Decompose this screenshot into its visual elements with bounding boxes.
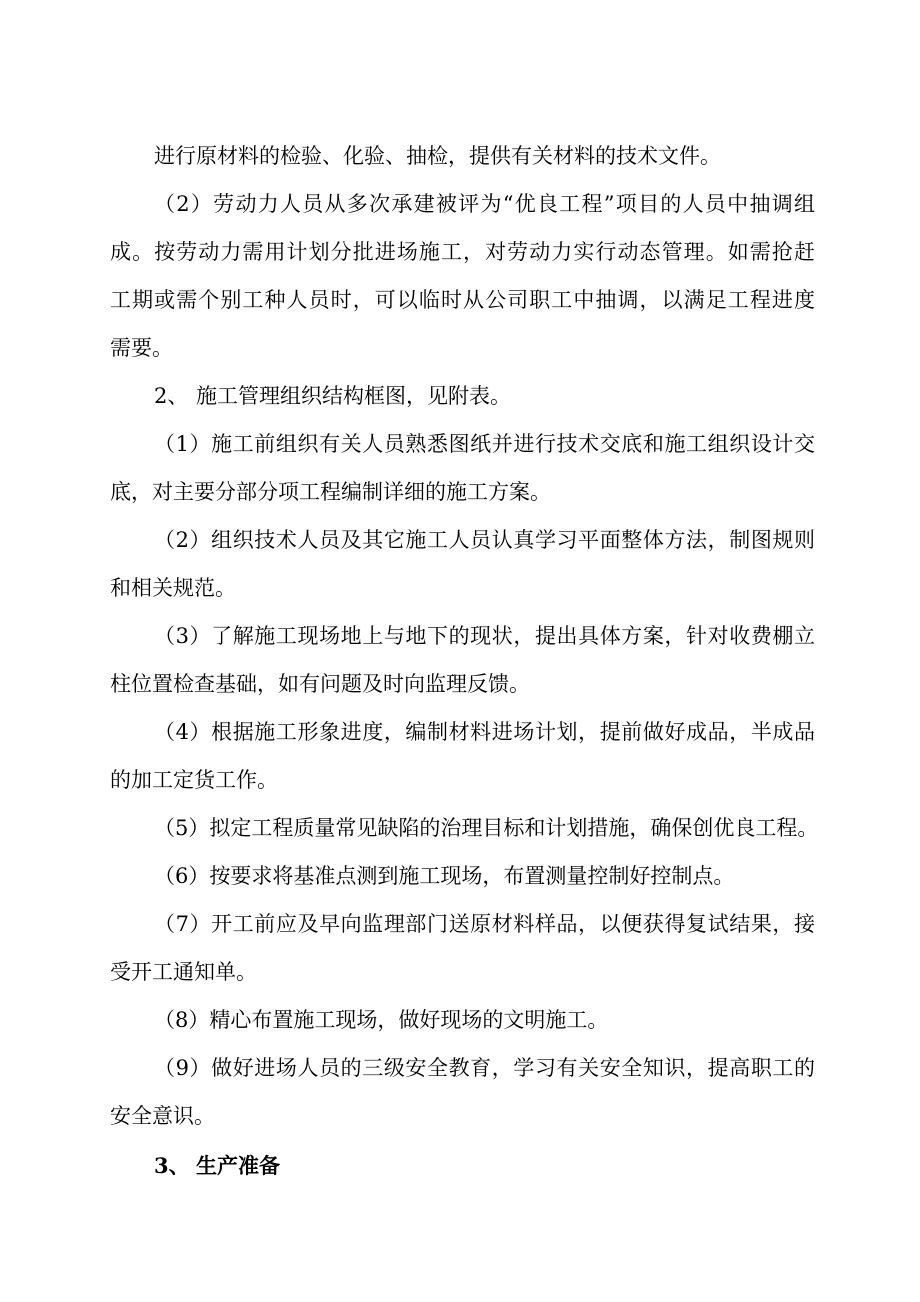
paragraph-line: 进行原材料的检验、化验、抽检，提供有关材料的技术文件。 bbox=[154, 144, 721, 168]
paragraph-line: （6）按要求将基准点测到施工现场，布置测量控制好控制点。 bbox=[154, 864, 735, 888]
paragraph-line: （4）根据施工形象进度，编制材料进场计划，提前做好成品，半成品 bbox=[154, 720, 815, 744]
section-title: 施工管理组织结构框图，见附表。 bbox=[196, 384, 511, 408]
paragraph-line: （7）开工前应及早向监理部门送原材料样品，以便获得复试结果，接 bbox=[154, 912, 815, 936]
section-heading-2 bbox=[154, 376, 859, 416]
paragraph-line: 需要。 bbox=[110, 336, 173, 360]
paragraph-line: （5）拟定工程质量常见缺陷的治理目标和计划措施，确保创优良工程。 bbox=[154, 816, 819, 840]
paragraph-line: （9）做好进场人员的三级安全教育，学习有关安全知识，提高职工的 bbox=[154, 1056, 815, 1080]
paragraph-line: （3）了解施工现场地上与地下的现状，提出具体方案，针对收费棚立 bbox=[154, 624, 815, 648]
paragraph-line: 底，对主要分部分项工程编制详细的施工方案。 bbox=[110, 480, 551, 504]
paragraph-line: 工期或需个别工种人员时，可以临时从公司职工中抽调，以满足工程进度 bbox=[110, 288, 815, 312]
paragraph-line: 安全意识。 bbox=[110, 1104, 215, 1128]
paragraph-line: （2）劳动力人员从多次承建被评为“优良工程”项目的人员中抽调组 bbox=[154, 192, 815, 216]
paragraph-line: 柱位置检查基础，如有问题及时向监理反馈。 bbox=[110, 672, 530, 696]
section-number: 3、 bbox=[154, 1153, 190, 1178]
paragraph-line: （8）精心布置施工现场，做好现场的文明施工。 bbox=[154, 1008, 609, 1032]
section-number: 2、 bbox=[154, 384, 189, 408]
paragraph-line: 成。按劳动力需用计划分批进场施工，对劳动力实行动态管理。如需抢赶 bbox=[110, 240, 815, 264]
paragraph-line: （2）组织技术人员及其它施工人员认真学习平面整体方法，制图规则 bbox=[154, 528, 815, 552]
paragraph-line: 和相关规范。 bbox=[110, 576, 236, 600]
paragraph-line: 受开工通知单。 bbox=[110, 960, 257, 984]
paragraph-line: 的加工定货工作。 bbox=[110, 768, 278, 792]
section-title: 生产准备 bbox=[196, 1153, 280, 1178]
paragraph-line: （1）施工前组织有关人员熟悉图纸并进行技术交底和施工组织设计交 bbox=[154, 432, 815, 456]
section-heading-3 bbox=[154, 1146, 859, 1186]
